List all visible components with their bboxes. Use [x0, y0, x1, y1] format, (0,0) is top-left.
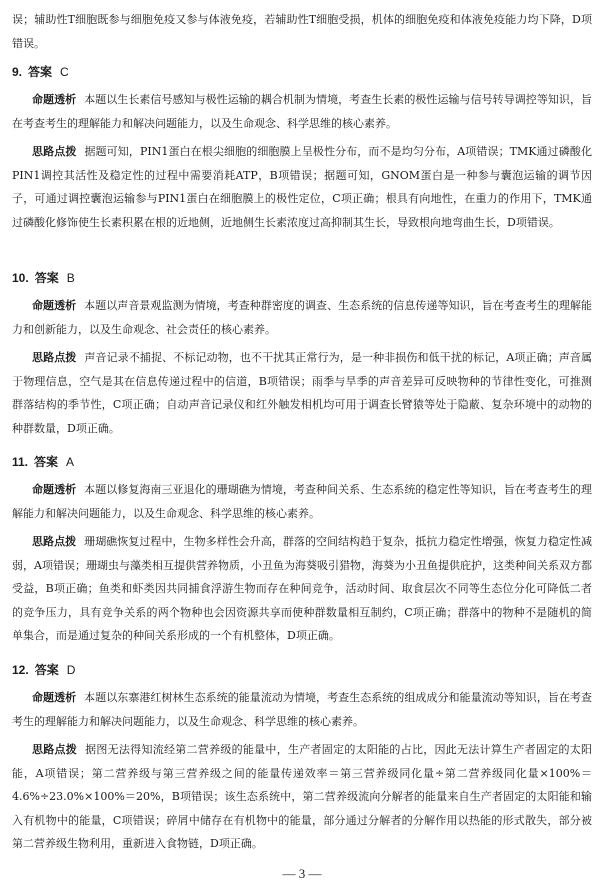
analysis-q11: 命题透析 本题以修复海南三亚退化的珊瑚礁为情境，考查种间关系、生态系统的稳定性等知识，旨在考查考生的理解能力和解决问题能力，以及生命观念、科学思维的核心素养。	[12, 483, 593, 520]
answer-heading-q11: 11. 答案 A	[12, 455, 75, 469]
answer-heading-q9: 9. 答案 C	[12, 65, 69, 79]
hint-q9: 思路点拨 据题可知，PIN1蛋白在根尖细胞的细胞膜上呈极性分布，而不是均匀分布，A项错误；TMK通过磷酸化PIN1调控其活性及稳定性的过程中需要消耗ATP，B项错误；据题可知，GNOM蛋白是一种参与囊泡运输的调节因子，可通过调控囊泡运输参与PIN1蛋白在细胞膜上的极性定位，C项正确；根具有向地性，在重力的作用下，TMK通过磷酸化修饰使生长素积累在根的近地侧，近地侧生长素浓度过高抑制其生长，导致根向地弯曲生长，D项错误。	[12, 145, 592, 229]
analysis-q12: 命题透析 本题以东寨港红树林生态系统的能量流动为情境，考查生态系统的组成成分和能量流动等知识，旨在考查考生的理解能力和解决问题能力，以及生命观念、科学思维的核心素养。	[12, 691, 593, 728]
hint-q11: 思路点拨 珊瑚礁恢复过程中，生物多样性会升高，群落的空间结构趋于复杂，抵抗力稳定性增强，恢复力稳定性减弱，A项错误；珊瑚虫与藻类相互提供营养物质，小丑鱼为海葵吸引猎物，海葵为小丑鱼提供庇护，这类种间关系双方都受益，B项正确；鱼类和虾类因共同捕食浮游生物而存在种间竞争，活动时间、取食层次不同等生态位分化可降低二者的竞争压力，具有竞争关系的两个物种也会因资源共享而使种群数量相互制约，C项正确；群落中的物种不是随机的简单集合，而是通过复杂的种间关系形成的一个有机整体，D项正确。	[12, 535, 593, 642]
answer-heading-q12: 12. 答案 D	[12, 663, 76, 677]
continuation-text: 误；辅助性T细胞既参与细胞免疫又参与体液免疫，若辅助性T细胞受损，机体的细胞免疫和体液免疫能力均下降，D项错误。	[12, 13, 592, 50]
answer-heading-q10: 10. 答案 B	[12, 271, 75, 285]
hint-q10: 思路点拨 声音记录不捕捉、不标记动物，也不干扰其正常行为，是一种非损伤和低干扰的标记，A项正确；声音属于物理信息，空气是其在信息传递过程中的信道，B项错误；雨季与旱季的声音差异可反映物种的节律性变化，可推测群落结构的季节性，C项正确；自动声音记录仪和红外触发相机均可用于调查长臂猿等处于隐蔽、复杂环境中的动物的种群数量，D项正确。	[12, 351, 592, 435]
analysis-q9: 命题透析 本题以生长素信号感知与极性运输的耦合机制为情境，考查生长素的极性运输与信号转导调控等知识，旨在考查考生的理解能力和解决问题能力，以及生命观念、科学思维的核心素养。	[12, 93, 593, 130]
hint-q12: 思路点拨 据图无法得知流经第二营养级的能量中，生产者固定的太阳能的占比，因此无法计算生产者固定的太阳能，A项错误；第二营养级与第三营养级之间的能量传递效率＝第三营养级同化量÷第二营养级同化量×100%＝4.6%÷23.0%×100%＝20%，B项错误；该生态系统中，第二营养级流向分解者的能量来自生产者固定的太阳能和输入有机物中的能量，C项错误；碎屑中储存在有机物中的能量，部分通过分解者的分解作用以热能的形式散失，部分被第二营养级生物利用，重新进入食物链，D项正确。	[12, 743, 593, 850]
page-number: — 3 —	[282, 866, 322, 881]
analysis-q10: 命题透析 本题以声音景观监测为情境，考查种群密度的调查、生态系统的信息传递等知识，旨在考查考生的理解能力和创新能力，以及生命观念、社会责任的核心素养。	[12, 299, 593, 336]
